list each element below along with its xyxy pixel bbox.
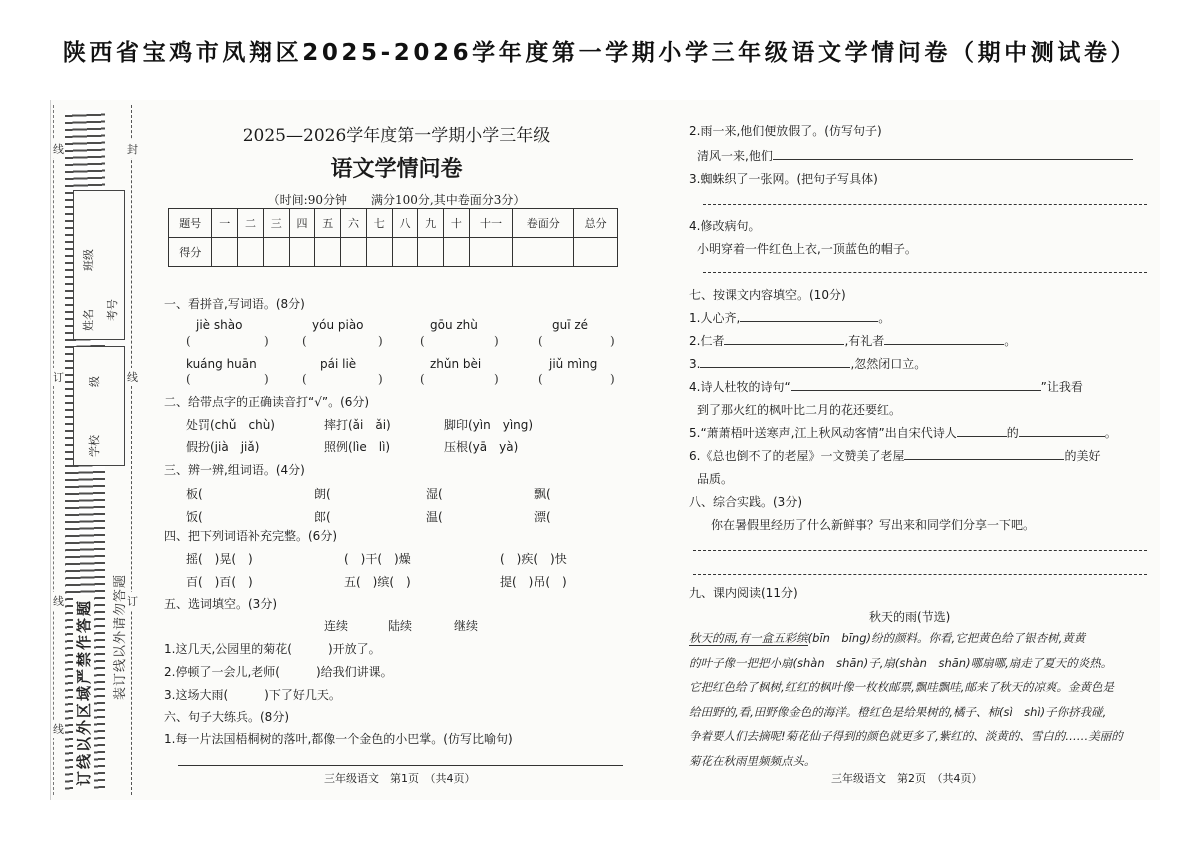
q3-title: 三、辨一辨,组词语。(4分): [164, 463, 305, 477]
answer-line: [693, 550, 1147, 551]
fill-blank: [700, 356, 850, 368]
q6-item-1: 1.每一片法国梧桐树的落叶,都像一个金色的小巴掌。(仿写比喻句): [164, 732, 513, 746]
score-header-cell: 一: [212, 209, 238, 238]
q7-text: ,有礼者: [844, 334, 885, 348]
exam-subtitle: （时间:90分钟 满分100分,其中卷面分3分）: [267, 193, 526, 207]
score-cell: [289, 238, 315, 267]
q7-item: [689, 447, 1100, 464]
q7-text: 4.诗人杜牧的诗句“: [689, 380, 791, 394]
name-label: 姓名: [82, 309, 95, 331]
pinyin: guī zé: [552, 318, 589, 332]
score-table-row: [169, 238, 618, 267]
pinyin: jiè shào: [196, 318, 243, 332]
q7-item-cont: 到了那火红的枫叶比二月的花还要红。: [697, 403, 902, 417]
q6-item-2-fill: [697, 147, 1133, 164]
score-header-cell: 十一: [469, 209, 512, 238]
pinyin: kuáng huān: [186, 357, 257, 371]
q3-item: 板(: [186, 487, 203, 501]
q7-item: 5.“萧萧梧叶送寒声,江上秋风动客情”出自宋代诗人 的 。: [689, 426, 1117, 440]
q7-text: 5.“萧萧梧叶送寒声,江上秋风动客情”出自宋代诗人: [689, 426, 957, 440]
score-cell: [392, 238, 418, 267]
score-table: [168, 208, 618, 267]
school-label: 学校: [88, 435, 101, 457]
page-footer: 三年级语文 第1页 （共4页）: [324, 772, 476, 785]
grade-label: 级: [88, 376, 101, 387]
q7-item: [689, 378, 1083, 395]
score-cell: [315, 238, 341, 267]
q8-prompt: 你在暑假里经历了什么新鲜事？写出来和同学们分享一下吧。: [711, 518, 1036, 532]
binding-word: 线: [53, 720, 64, 738]
binding-word: 线: [53, 140, 64, 158]
q4-item: 提( )吊( ): [500, 575, 567, 589]
score-cell: [212, 238, 238, 267]
q5-choice: 连续: [324, 619, 349, 633]
score-cell: [418, 238, 444, 267]
binding-word: 线: [127, 368, 138, 386]
fill-blank: [791, 379, 1041, 391]
fill-blank: [884, 333, 1004, 345]
binding-warning: 订线以外区域严禁作答题: [73, 595, 94, 790]
binding-margin: [51, 100, 149, 800]
q3-item: 飘(: [534, 487, 551, 501]
q2-item: 压根(yā yà): [444, 440, 519, 454]
binding-word: 订: [127, 592, 138, 610]
q5-item: 2.停顿了一会儿,老师( )给我们讲课。: [164, 665, 393, 679]
q4-title: 四、把下列词语补充完整。(6分): [164, 529, 337, 543]
exam-year-title: 2025—2026学年度第一学期小学三年级: [242, 126, 551, 146]
id-label: 考号: [106, 299, 119, 321]
q4-item: ( )干( )燥: [344, 552, 411, 566]
fill-blank: [904, 448, 1064, 460]
q2-item: 处罚(chǔ chù): [186, 418, 275, 432]
score-header-cell: 六: [341, 209, 367, 238]
class-label: 班级: [82, 249, 95, 271]
fill-blank: [724, 333, 844, 345]
passage-line: (bīn bīng)纷的颜料。你看,它把黄色给了银杏树,黄黄: [807, 631, 1086, 645]
binding-cut-line-inner: [131, 105, 132, 795]
score-cell: [469, 238, 512, 267]
q7-item-cont: 品质。: [697, 472, 734, 486]
score-cell: [341, 238, 367, 267]
pinyin: gōu zhù: [430, 318, 478, 332]
answer-line: [703, 272, 1147, 273]
q4-item: 摇( )晃( ): [186, 552, 253, 566]
q7-text: 2.仁者: [689, 334, 725, 348]
q7-text: 3.: [689, 357, 701, 371]
reading-passage: [689, 626, 1147, 773]
q7-item: [689, 355, 926, 372]
score-header-cell: 三: [263, 209, 289, 238]
q4-item: 百( )百( ): [186, 575, 253, 589]
score-header-cell: 二: [238, 209, 264, 238]
q7-text: ”让我看: [1040, 380, 1083, 394]
binding-word: 线: [53, 592, 64, 610]
q7-text: 的: [1006, 426, 1019, 440]
q2-item: 假扮(jià jiǎ): [186, 440, 260, 454]
q6-item-2: 2.雨一来,他们便放假了。(仿写句子): [689, 124, 882, 138]
banner-title: 陕西省宝鸡市凤翔区2025-2026学年度第一学期小学三年级语文学情问卷（期中测试卷）: [62, 39, 1138, 66]
q2-item: 照例(lìe lì): [324, 440, 391, 454]
q4-item: ( )疾( )快: [500, 552, 567, 566]
score-cell: [366, 238, 392, 267]
q5-item: 1.这几天,公园里的菊花( )开放了。: [164, 642, 381, 656]
q7-item: 2.仁者 ,有礼者 。: [689, 334, 1017, 348]
q6-item-4: 4.修改病句。: [689, 219, 761, 233]
binding-word: 封: [127, 140, 138, 158]
score-cell: [444, 238, 470, 267]
fill-blank: [1019, 425, 1105, 437]
exam-sheet: 线 封 订 线 线 订 线 姓名 班级 考号 级 学校 订线以外区域严禁作答题 装订线以外请勿答题 2025—2026学年度第一学期小学三年级 语文学情问卷 （时间:90分钟 满分100分,其中卷面分3分） 题号 一 二 三 四 五 六 七 八 九 十 十一 卷面分 总分 得分 一、看拼音,写词语。(8分) jiè shào yóu piào gōu zhù guī zé ( ) ( ) ( ) ( ) kuáng huān pái liè zhǔn bèi jiǔ mìng ( ) ( ) ( ) ( ) 二、给带点字的正确读音打“√”。(6分) 处罚(chǔ chù) 摔打(ǎi ǎi) 脚印(yìn yìng) 假扮(jià jiǎ) 照例(lìe lì) 压根(yā yà) 三、辨一辨,组词语。(4分) 板( 朗( 湿( 飘( 饭( 郎( 温( 漂( 四、把下列词语补充完整。(6分) 摇( )晃( ) ( )干( )燥 ( )疾( )快 百( )百( ) 五( )缤( ) 提( )吊( ) 五、选词填空。(3分) 连续 陆续 继续 1.这几天,公园里的菊花( )开放了。 2.停顿了一会儿,老师( )给我们讲课。 3.这场大雨( )下了好几天。 六、句子大练兵。(8分) 1.每一片法国梧桐树的落叶,都像一个金色的小巴掌。(仿写比喻句) 三年级语文 第1页 （共4页） 2.雨一来,他们便放假了。(仿写句子) 清风一来,他们 3.蜘蛛织了一张网。(把句子写具体) 4.修改病句。 小明穿着一件红色上衣,一顶蓝色的帽子。 七、按课文内容填空。(10分) 1.人心齐, 。 2.仁者 ,有礼者 。 3. ,忽然闭口立。 4.诗人杜牧的诗句“ ”让我看 到了那火红的枫叶比二月的花还要红。 5.“萧萧梧叶送寒声,江上秋风动客情”出自宋代诗人 的 。 6.《总也倒不了的老屋》一文赞美了老屋 的美好 品质。 八、综合实践。(3分) 你在暑假里经历了什么新鲜事？写出来和同学们分享一下吧。 九、课内阅读(11分) 秋天的雨(节选) 秋天的雨,有一盒五彩缤(bīn bīng)纷的颜料。你看,它把黄色给了银杏树,黄黄 的叶子像一把把小扇(shàn shān)子,扇(shàn shān)哪扇哪,扇走了夏天的炎热。 它把红色给了枫树,红红的枫叶像一枚枚邮票,飘哇飘哇,邮来了秋天的凉爽。金黄色是 给田野的,看,田野像金色的海洋。橙红色是给果树的,橘子、柿(sì shì)子你挤我碰, 争着要人们去摘呢!菊花仙子得到的颜色就更多了,紫红的、淡黄的、雪白的……美丽的 菊花在秋雨里频频点头。 三年级语文 第2页 （共4页）: [50, 100, 1160, 800]
score-header-cell: 九: [418, 209, 444, 238]
passage-line: 的叶子像一把把小扇(shàn shān)子,扇(shàn shān)哪扇哪,扇走了夏天的炎热。: [689, 655, 1113, 670]
fill-blank: [773, 148, 1133, 160]
q9-title: 九、课内阅读(11分): [689, 586, 798, 600]
passage-line: 菊花在秋雨里频频点头。: [689, 753, 816, 768]
passage-title: 秋天的雨(节选): [869, 610, 951, 624]
score-cell: [513, 238, 574, 267]
student-info-box: [73, 190, 125, 340]
q2-item: 脚印(yìn yìng): [444, 418, 534, 432]
q7-item: 1.人心齐, 。: [689, 311, 891, 325]
q6-item-3: 3.蜘蛛织了一张网。(把句子写具体): [689, 172, 878, 186]
q7-text: 的美好: [1064, 449, 1101, 463]
q5-choice: 继续: [454, 619, 479, 633]
answer-line: [178, 765, 623, 766]
q2-title: 二、给带点字的正确读音打“√”。(6分): [164, 395, 370, 409]
q3-item: 漂(: [534, 510, 551, 524]
q7-text: 1.人心齐,: [689, 311, 741, 325]
score-header-cell: 八: [392, 209, 418, 238]
fill-blank: [740, 310, 878, 322]
score-cell: [574, 238, 618, 267]
answer-line: [703, 204, 1147, 205]
q8-title: 八、综合实践。(3分): [689, 495, 802, 509]
score-header-cell: 总分: [574, 209, 618, 238]
fill-blank: [957, 425, 1007, 437]
passage-line: 给田野的,看,田野像金色的海洋。橙红色是给果树的,橘子、柿(sì shì)子你挤我碰,: [689, 704, 1107, 719]
q3-item: 朗(: [314, 487, 331, 501]
passage-line: 它把红色给了枫树,红红的枫叶像一枚枚邮票,飘哇飘哇,邮来了秋天的凉爽。金黄色是: [689, 680, 1114, 694]
passage-line: 争着要人们去摘呢!菊花仙子得到的颜色就更多了,紫红的、淡黄的、雪白的……美丽的: [689, 729, 1123, 743]
q7-text: ,忽然闭口立。: [850, 357, 927, 371]
page-footer: 三年级语文 第2页 （共4页）: [831, 772, 983, 785]
score-header-cell: 题号: [169, 209, 212, 238]
q7-text: 6.《总也倒不了的老屋》一文赞美了老屋: [689, 449, 905, 463]
score-header-cell: 十: [444, 209, 470, 238]
q1-title: 一、看拼音,写词语。(8分): [164, 297, 305, 311]
q3-item: 温(: [426, 510, 443, 524]
score-row-label: 得分: [169, 238, 212, 267]
q5-choice: 陆续: [388, 619, 413, 633]
q7-title: 七、按课文内容填空。(10分): [689, 288, 846, 302]
binding-word: 订: [53, 368, 64, 386]
q4-item: 五( )缤( ): [344, 575, 411, 589]
q2-item: 摔打(ǎi ǎi): [324, 418, 391, 432]
school-info-box: [73, 346, 125, 466]
binding-cut-line-outer: [53, 105, 54, 795]
binding-warning-small: 装订线以外请勿答题: [113, 573, 128, 700]
score-table-header: [169, 209, 618, 238]
score-header-cell: 五: [315, 209, 341, 238]
pinyin: pái liè: [320, 357, 357, 371]
q6-title: 六、句子大练兵。(8分): [164, 710, 289, 724]
pinyin: zhǔn bèi: [430, 357, 482, 371]
score-cell: [238, 238, 264, 267]
q6-item-2-prefix: 清风一来,他们: [697, 149, 773, 163]
q5-item: 3.这场大雨( )下了好几天。: [164, 688, 341, 702]
score-header-cell: 四: [289, 209, 315, 238]
answer-line: [693, 574, 1147, 575]
q5-title: 五、选词填空。(3分): [164, 597, 277, 611]
score-cell: [263, 238, 289, 267]
q3-item: 饭(: [186, 510, 203, 524]
pinyin: jiǔ mìng: [549, 357, 598, 371]
q6-item-4-sentence: 小明穿着一件红色上衣,一顶蓝色的帽子。: [697, 242, 917, 256]
score-header-cell: 卷面分: [513, 209, 574, 238]
page-banner: [0, 0, 1200, 100]
q3-item: 郎(: [314, 510, 331, 524]
pinyin: yóu piào: [312, 318, 364, 332]
score-header-cell: 七: [366, 209, 392, 238]
exam-main-title: 语文学情问卷: [330, 157, 463, 182]
q3-item: 湿(: [426, 487, 443, 501]
passage-underlined: 秋天的雨,有一盒五彩缤: [689, 631, 808, 645]
